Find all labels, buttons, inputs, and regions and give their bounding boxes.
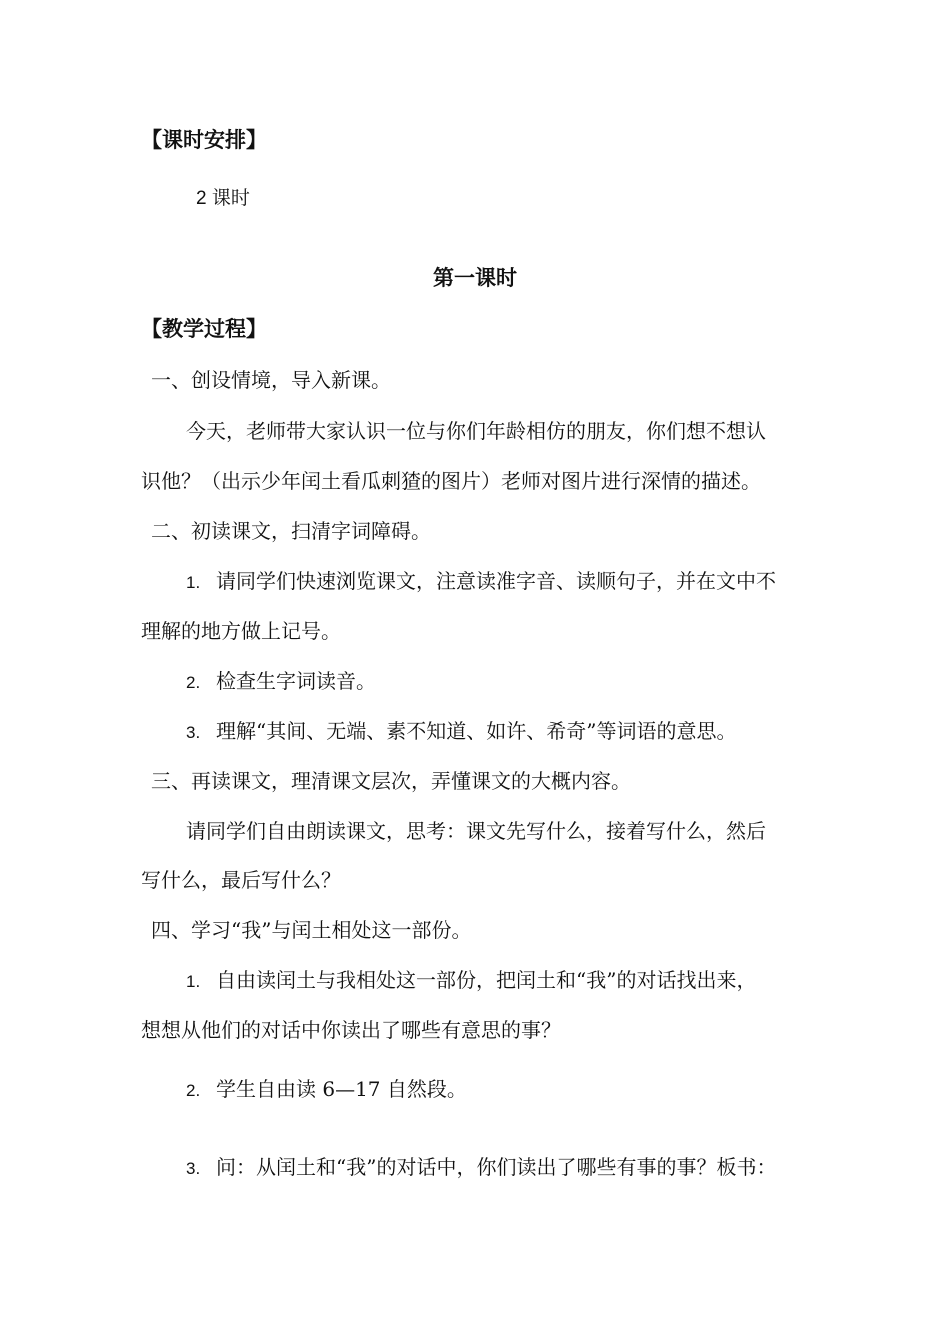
section4-item-1 [186,966,756,996]
section2-item-1-line2: 理解的地方做上记号。 [141,619,341,643]
lesson-title: 第一课时 [433,266,517,290]
item-number: 3. [186,723,201,742]
item-text: 理解“其间、无端、素不知道、如许、希奇”等词语的意思。 [216,719,737,743]
section3-paragraph-line2: 写什么，最后写什么？ [141,868,341,892]
section4-item-2 [186,1075,467,1105]
section2-item-2 [186,667,376,697]
process-heading: 【教学过程】 [141,317,267,341]
section2-item-3 [186,717,736,747]
schedule-heading: 【课时安排】 [141,128,267,152]
section1-paragraph-line1: 今天，老师带大家认识一位与你们年龄相仿的朋友，你们想不想认 [186,419,766,443]
item-text: 问：从闰土和“我”的对话中，你们读出了哪些有事的事？板书： [216,1155,777,1179]
item-text: 请同学们快速浏览课文，注意读准字音、读顺句子，并在文中不 [216,569,776,593]
section3-title: 三、再读课文，理清课文层次，弄懂课文的大概内容。 [151,769,631,793]
section2-title: 二、初读课文，扫清字词障碍。 [151,519,431,543]
item-number: 2. [186,1081,201,1100]
item-text: 检查生字词读音。 [216,669,376,693]
item-number: 3. [186,1159,201,1178]
item-number: 1. [186,972,201,991]
schedule-value: 2 课时 [196,188,250,209]
item-text: 学生自由读 6—17 自然段。 [216,1077,467,1101]
section1-title: 一、创设情境，导入新课。 [151,368,391,392]
section3-paragraph-line1: 请同学们自由朗读课文，思考：课文先写什么，接着写什么，然后 [186,819,766,843]
section1-paragraph-line2: 识他？（出示少年闰土看瓜刺猹的图片）老师对图片进行深情的描述。 [141,469,761,493]
section4-item-1-line2: 想想从他们的对话中你读出了哪些有意思的事？ [141,1018,561,1042]
section2-item-1 [186,567,776,597]
item-number: 2. [186,673,201,692]
section4-title: 四、学习“我”与闰土相处这一部份。 [151,918,472,942]
item-number: 1. [186,573,201,592]
section4-item-3 [186,1153,776,1183]
item-text: 自由读闰土与我相处这一部份，把闰土和“我”的对话找出来， [216,968,757,992]
